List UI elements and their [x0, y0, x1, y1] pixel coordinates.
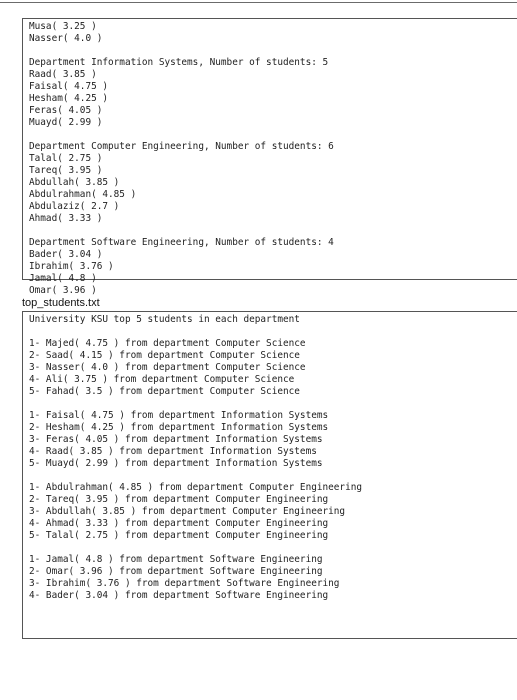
- file-line: 2- Saad( 4.15 ) from department Computer Science: [29, 350, 300, 361]
- file-line: 3- Ibrahim( 3.76 ) from department Software Engineering: [29, 578, 340, 589]
- output-line: Abdulaziz( 2.7 ): [29, 201, 120, 212]
- output-line: Raad( 3.85 ): [29, 69, 97, 80]
- output-line: Abdullah( 3.85 ): [29, 177, 120, 188]
- output-line: Abdulrahman( 4.85 ): [29, 189, 137, 200]
- output-line: Talal( 2.75 ): [29, 153, 103, 164]
- file-line: 2- Tareq( 3.95 ) from department Computer Engineering: [29, 494, 329, 505]
- file-line: 1- Majed( 4.75 ) from department Computer Science: [29, 338, 306, 349]
- file-line: 5- Muayd( 2.99 ) from department Information Systems: [29, 458, 323, 469]
- file-line: 4- Raad( 3.85 ) from department Information Systems: [29, 446, 317, 457]
- file-line: 1- Abdulrahman( 4.85 ) from department Computer Engineering: [29, 482, 363, 493]
- output-line: Nasser( 4.0 ): [29, 33, 103, 44]
- file-line: 3- Nasser( 4.0 ) from department Computer Science: [29, 362, 306, 373]
- output-line: Ahmad( 3.33 ): [29, 213, 103, 224]
- file-line: 4- Bader( 3.04 ) from department Software Engineering: [29, 590, 329, 601]
- output-line: Hesham( 4.25 ): [29, 93, 109, 104]
- file-line: 3- Feras( 4.05 ) from department Information Systems: [29, 434, 323, 445]
- output-line: Department Computer Engineering, Number of students: 6: [29, 141, 334, 152]
- output-line: Department Software Engineering, Number of students: 4: [29, 237, 334, 248]
- file-line: 4- Ali( 3.75 ) from department Computer Science: [29, 374, 295, 385]
- output-line: Musa( 3.25 ): [29, 21, 97, 32]
- output-line: Tareq( 3.95 ): [29, 165, 103, 176]
- output-line: Faisal( 4.75 ): [29, 81, 109, 92]
- output-line: Bader( 3.04 ): [29, 249, 103, 260]
- file-line: 2- Hesham( 4.25 ) from department Information Systems: [29, 422, 329, 433]
- output-line: Ibrahim( 3.76 ): [29, 261, 114, 272]
- output-line: Jamal( 4.8 ): [29, 273, 97, 284]
- output-line: Department Information Systems, Number of students: 5: [29, 57, 329, 68]
- file-line: 1- Faisal( 4.75 ) from department Information Systems: [29, 410, 329, 421]
- file-line: 4- Ahmad( 3.33 ) from department Computer Engineering: [29, 518, 329, 529]
- file-line: University KSU top 5 students in each department: [29, 314, 300, 325]
- file-line: 5- Fahad( 3.5 ) from department Computer Science: [29, 386, 300, 397]
- top-divider: [0, 2, 517, 3]
- output-line: Omar( 3.96 ): [29, 285, 97, 296]
- file-line: 2- Omar( 3.96 ) from department Software Engineering: [29, 566, 323, 577]
- file-line: 3- Abdullah( 3.85 ) from department Computer Engineering: [29, 506, 346, 517]
- top-students-file-panel: [22, 311, 517, 639]
- file-line: 5- Talal( 2.75 ) from department Computer Engineering: [29, 530, 329, 541]
- file-name-label: top_students.txt: [22, 297, 100, 309]
- console-output-panel: [22, 18, 517, 296]
- output-line: Muayd( 2.99 ): [29, 117, 103, 128]
- file-line: 1- Jamal( 4.8 ) from department Software Engineering: [29, 554, 323, 565]
- output-line: Feras( 4.05 ): [29, 105, 103, 116]
